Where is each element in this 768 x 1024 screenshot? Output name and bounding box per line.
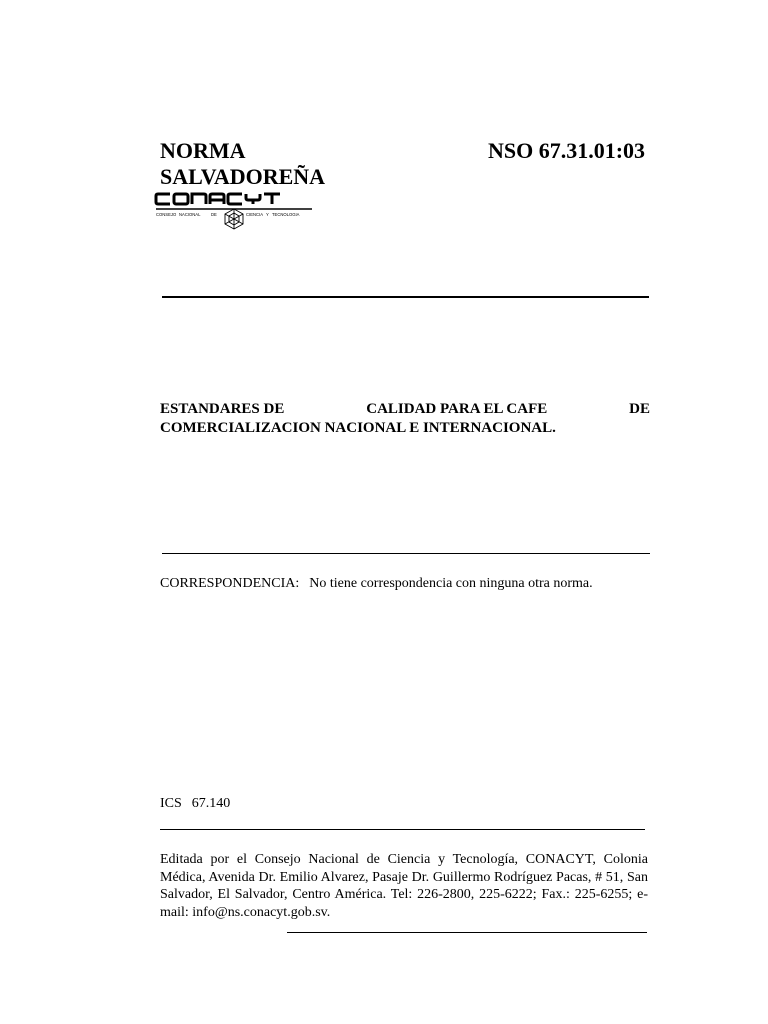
norm-code: NSO 67.31.01:03 — [488, 138, 646, 163]
footer-divider — [287, 932, 647, 933]
correspondencia — [160, 575, 593, 593]
document-title — [160, 400, 650, 438]
conacyt-logo — [154, 192, 314, 230]
norma-line-1: NORMA — [160, 138, 246, 163]
title-word-1: ESTANDARES DE — [160, 401, 285, 417]
editorial-note: Editada por el Consejo Nacional de Ciencia y Tecnología, CONACYT, Colonia Médica, Avenida Dr. Emilio Alvarez, Pasaje Dr. Guillermo Rodríguez Pacas, # 51, San Salvador, El Salvador, Centro América. Tel: 226-2800, 225-6222; Fax.: 225-6255; e-mail: info@ns.conacyt.gob.sv. — [160, 852, 648, 920]
correspondencia-text: No tiene correspondencia con ninguna otra norma. — [309, 576, 593, 591]
norma-line-2: SALVADOREÑA — [160, 164, 326, 189]
title-line-2: COMERCIALIZACION NACIONAL E INTERNACIONAL. — [160, 420, 556, 436]
svg-text:Y: Y — [266, 212, 269, 217]
ics-code — [160, 795, 230, 813]
svg-text:CIENCIA: CIENCIA — [246, 212, 263, 217]
title-word-2: CALIDAD PARA EL CAFE — [366, 401, 548, 417]
ics-divider — [160, 829, 645, 830]
ics-label: ICS — [160, 796, 182, 811]
norma-salvadorena-heading — [160, 138, 325, 190]
svg-text:NACIONAL: NACIONAL — [179, 212, 201, 217]
ics-value: 67.140 — [191, 796, 231, 811]
title-word-3: DE — [629, 401, 650, 417]
svg-text:TECNOLOGIA: TECNOLOGIA — [272, 212, 300, 217]
header-divider — [162, 296, 649, 298]
svg-text:CONSEJO: CONSEJO — [156, 212, 177, 217]
title-divider — [162, 553, 650, 554]
svg-text:DE: DE — [211, 212, 217, 217]
correspondencia-label: CORRESPONDENCIA: — [160, 576, 300, 591]
